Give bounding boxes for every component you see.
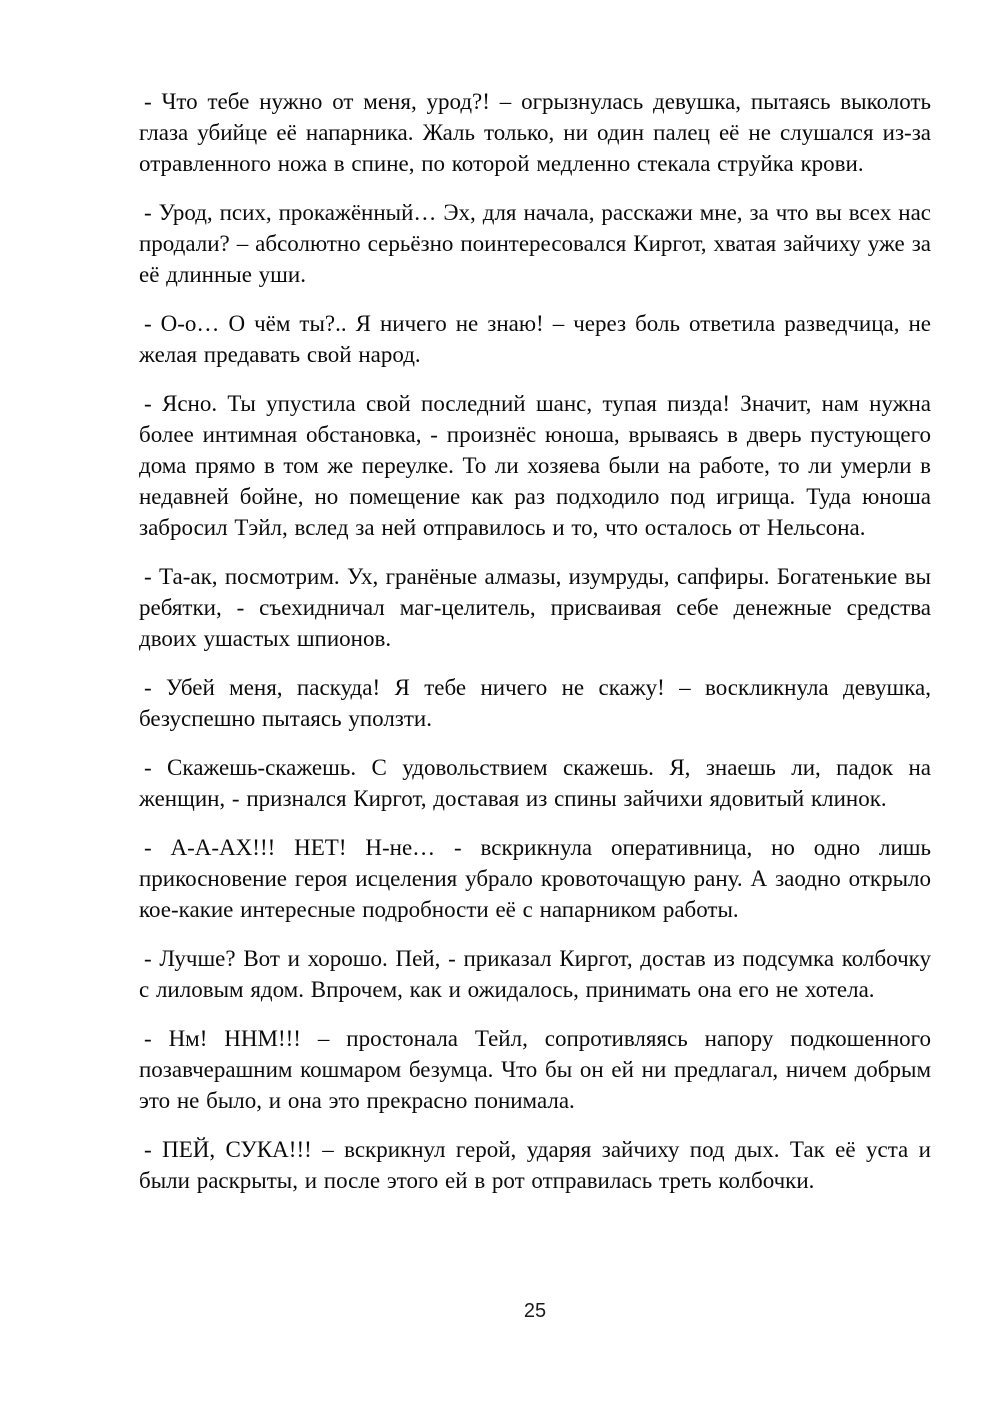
paragraph: - А-А-АХ!!! НЕТ! Н-не… - вскрикнула оперативница, но одно лишь прикосновение героя исцеления убрало кровоточащую рану. А заодно открыло кое-какие интересные подробности её с напарником работы. <box>139 835 931 922</box>
paragraph: - Нм! ННМ!!! – простонала Тейл, сопротивляясь напору подкошенного позавчерашним кошмаром безумца. Что бы он ей ни предлагал, ничем добрым это не было, и она это прекрасно понимала. <box>139 1026 931 1113</box>
page-number: 25 <box>523 1300 547 1322</box>
paragraph: - Урод, псих, прокажённый… Эх, для начала, расскажи мне, за что вы всех нас продали? – абсолютно серьёзно поинтересовался Киргот, хватая зайчиху уже за её длинные уши. <box>139 200 931 287</box>
paragraph: - Убей меня, паскуда! Я тебе ничего не скажу! – воскликнула девушка, безуспешно пытаясь уползти. <box>139 675 931 731</box>
page-footer <box>139 1300 931 1323</box>
paragraph: - Та-ак, посмотрим. Ух, гранёные алмазы, изумруды, сапфиры. Богатенькие вы ребятки, - съехидничал маг-целитель, присваивая себе денежные средства двоих ушастых шпионов. <box>139 564 931 651</box>
paragraph: - Что тебе нужно от меня, урод?! – огрызнулась девушка, пытаясь выколоть глаза убийце её напарника. Жаль только, ни один палец её не слушался из-за отравленного ножа в спине, по которой медленно стекала струйка крови. <box>139 89 931 176</box>
page-text-body <box>139 86 931 1214</box>
paragraph: - Ясно. Ты упустила свой последний шанс, тупая пизда! Значит, нам нужна более интимная обстановка, - произнёс юноша, врываясь в дверь пустующего дома прямо в том же переулке. То ли хозяева были на работе, то ли умерли в недавней бойне, но помещение как раз подходило под игрища. Туда юноша забросил Тэйл, вслед за ней отправилось и то, что осталось от Нельсона. <box>139 391 931 540</box>
paragraph: - О-о… О чём ты?.. Я ничего не знаю! – через боль ответила разведчица, не желая предавать свой народ. <box>139 311 931 367</box>
paragraph: - ПЕЙ, СУКА!!! – вскрикнул герой, ударяя зайчиху под дых. Так её уста и были раскрыты, и после этого ей в рот отправилась треть колбочки. <box>139 1137 931 1193</box>
paragraph: - Лучше? Вот и хорошо. Пей, - приказал Киргот, достав из подсумка колбочку с лиловым ядом. Впрочем, как и ожидалось, принимать она его не хотела. <box>139 946 931 1002</box>
paragraph: - Скажешь-скажешь. С удовольствием скажешь. Я, знаешь ли, падок на женщин, - признался Киргот, доставая из спины зайчихи ядовитый клинок. <box>139 755 931 811</box>
